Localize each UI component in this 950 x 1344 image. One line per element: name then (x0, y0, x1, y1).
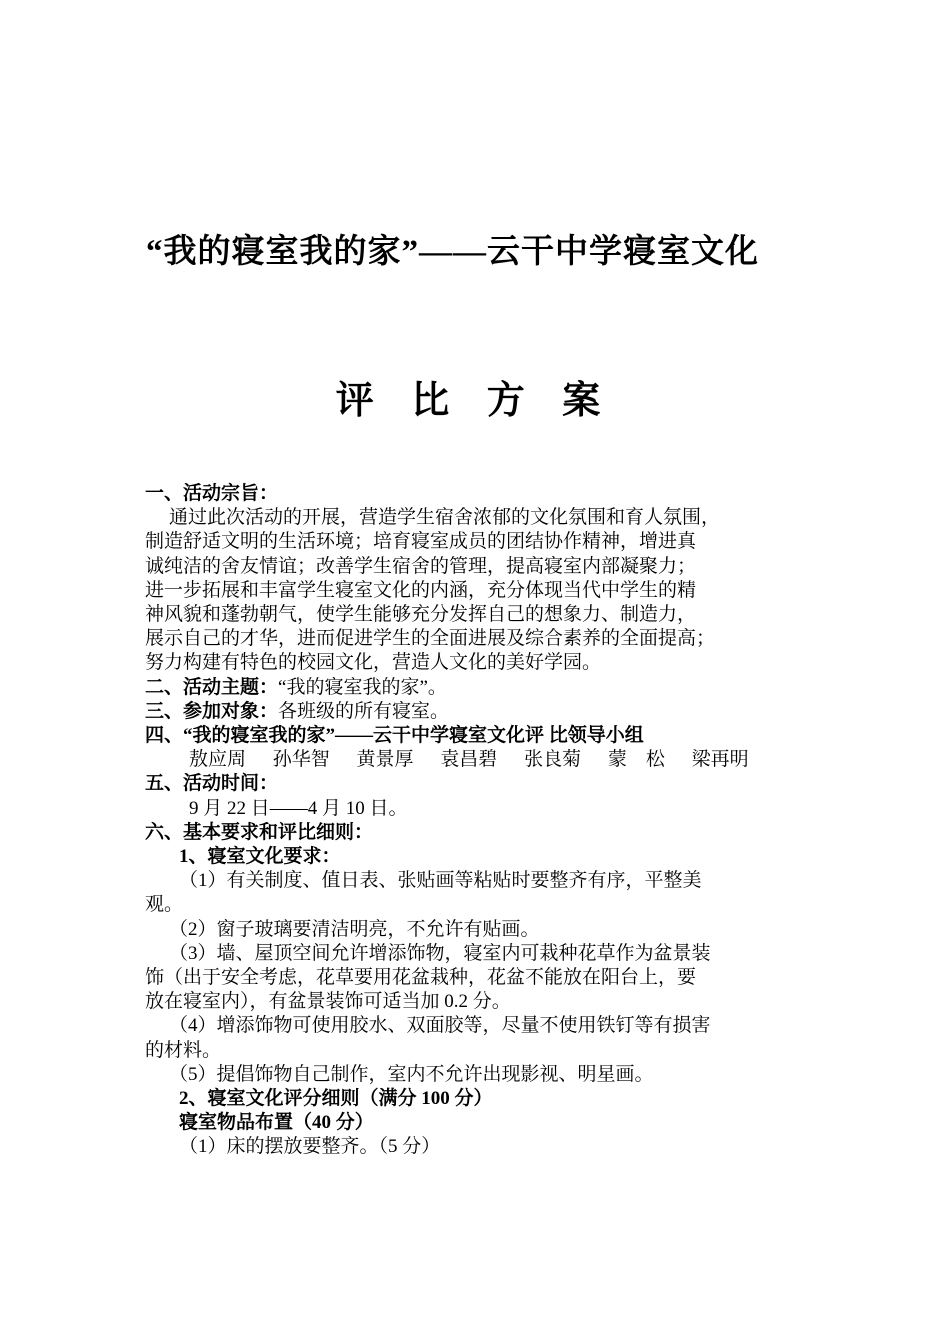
requirement-5: （5）提倡饰物自己制作，室内不允许出现影视、明星画。 (169, 1063, 654, 1085)
requirement-3-line-3: 放在寝室内），有盆景装饰可适当加 0.2 分。 (145, 991, 511, 1013)
time-text: 9 月 22 日——4 月 10 日。 (189, 797, 408, 819)
committee-member: 黄景厚 (356, 749, 414, 771)
purpose-line-3: 诚纯洁的舍友情谊；改善学生宿舍的管理，提高寝室内部凝聚力； (145, 555, 697, 577)
purpose-line-7: 努力构建有特色的校园文化，营造人文化的美好学园。 (145, 652, 602, 674)
requirement-1-line-2: 观。 (145, 894, 184, 916)
section-heading-theme: 二、活动主题： (145, 676, 279, 698)
requirement-1-line-1: （1）有关制度、值日表、张贴画等粘贴时要整齐有序，平整美 (179, 870, 702, 892)
section-heading-time: 五、活动时间： (145, 773, 279, 795)
document-title: “我的寝室我的家”——云干中学寝室文化 (146, 234, 759, 270)
subheading-culture-requirements: 1、寝室文化要求： (179, 846, 341, 868)
committee-member: 张良菊 (524, 749, 582, 771)
subheading-scoring-rules: 2、寝室文化评分细则（满分 100 分） (179, 1088, 493, 1110)
section-participants (145, 700, 835, 724)
scoring-item-1: （1）床的摆放要整齐。（5 分） (179, 1136, 441, 1158)
committee-member: 梁再明 (691, 749, 749, 771)
requirement-4-line-2: 的材料。 (145, 1039, 222, 1061)
participants-text: 各班级的所有寝室。 (278, 700, 450, 722)
requirement-2: （2）窗子玻璃要清洁明亮，不允许有贴画。 (169, 918, 540, 940)
theme-text: “我的寝室我的家”。 (278, 676, 447, 698)
requirement-4-line-1: （4）增添饰物可使用胶水、双面胶等，尽量不使用铁钉等有损害 (169, 1015, 711, 1037)
section-heading-purpose: 一、活动宗旨： (145, 483, 279, 504)
committee-member: 袁昌碧 (440, 749, 498, 771)
purpose-line-6: 展示自己的才华，进而促进学生的全面进展及综合素养的全面提高； (145, 628, 716, 650)
purpose-line-4: 进一步拓展和丰富学生寝室文化的内涵，充分体现当代中学生的精 (145, 579, 697, 601)
section-heading-committee: 四、“我的寝室我的家”——云干中学寝室文化评 比领导小组 (145, 725, 644, 747)
committee-member: 蒙 松 (607, 749, 665, 771)
purpose-line-2: 制造舒适文明的生活环境；培育寝室成员的团结协作精神，增进真 (145, 531, 697, 553)
subheading-item-layout: 寝室物品布置（40 分） (179, 1112, 374, 1134)
requirement-3-line-1: （3）墙、屋顶空间允许增添饰物，寝室内可栽种花草作为盆景装 (169, 942, 711, 964)
section-heading-requirements: 六、基本要求和评比细则： (145, 821, 374, 843)
document-subtitle: 评 比 方 案 (335, 380, 615, 422)
requirement-3-line-2: 饰（出于安全考虑，花草要用花盆栽种，花盆不能放在阳台上，要 (145, 967, 697, 989)
section-heading-participants: 三、参加对象： (145, 700, 279, 722)
section-theme (145, 676, 835, 700)
committee-member: 孙华智 (272, 749, 330, 771)
purpose-line-1: 通过此次活动的开展，营造学生宿舍浓郁的文化氛围和育人氛围， (169, 507, 721, 529)
document-body (145, 482, 835, 1160)
purpose-line-5: 神风貌和蓬勃朝气，使学生能够充分发挥自己的想象力、制造力， (145, 604, 697, 626)
committee-names (145, 748, 835, 772)
committee-member: 敖应周 (189, 749, 247, 771)
